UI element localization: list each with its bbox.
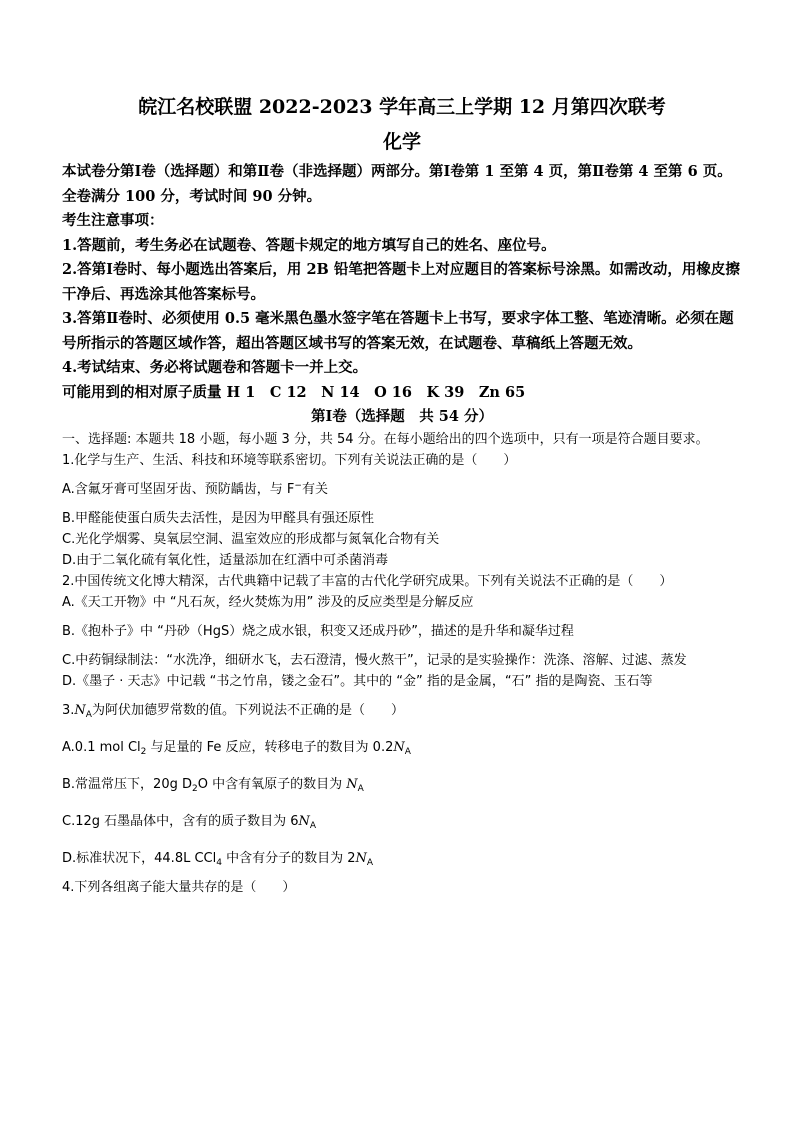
note-item: 1.答题前，考生务必在试题卷、答题卡规定的地方填写自己的姓名、座位号。 bbox=[62, 236, 556, 254]
question-option: C.12g 石墨晶体中，含有的质子数目为 $6N_A$ bbox=[62, 814, 317, 831]
exam-title: 皖江名校联盟 2022-2023 学年高三上学期 12 月第四次联考 bbox=[138, 96, 666, 118]
question-option: A.含氟牙膏可坚固牙齿、预防龋齿，与 F−有关 bbox=[62, 481, 328, 497]
question-option: C.中药铜绿制法：“水洗净，细研水飞，去石澄清，慢火熬干”，记录的是实验操作：洗涤、溶解、过滤、蒸发 bbox=[62, 653, 687, 668]
exam-description: 本试卷分第Ⅰ卷（选择题）和第Ⅱ卷（非选择题）两部分。第Ⅰ卷第 1 至第 4 页，第Ⅱ卷第 4 至第 6 页。全卷满分 100 分，考试时间 90 分钟。 bbox=[62, 163, 732, 205]
question-option: D.标准状况下，44.8L CCl$_4$ 中含有分子的数目为 $2N_A$ bbox=[62, 851, 374, 868]
atomic-masses: 可能用到的相对原子质量 H 1 C 12 N 14 O 16 K 39 Zn 65 bbox=[62, 383, 526, 401]
question-option: B.常温常压下，20g $D_2O$ 中含有氧原子的数目为 $N_A$ bbox=[62, 777, 364, 794]
note-item: 3.答第Ⅱ卷时、必须使用 0.5 毫米黑色墨水签字笔在答题卡上书写，要求字体工整、笔迹清晰。必须在题号所指示的答题区域作答，超出答题区域书写的答案无效，在试题卷、草稿纸上答题无效。 bbox=[62, 310, 734, 352]
exam-page bbox=[62, 92, 742, 898]
section-title: 第Ⅰ卷（选择题 共 54 分） bbox=[310, 408, 494, 425]
question-stem: 4.下列各组离子能大量共存的是（ ） bbox=[62, 880, 296, 895]
question-option: A.0.1 mol $Cl_2$ 与足量的 Fe 反应，转移电子的数目为 $0.2N_A$ bbox=[62, 740, 411, 757]
question-stem: 1.化学与生产、生活、科技和环境等联系密切。下列有关说法正确的是（ ） bbox=[62, 453, 517, 468]
subject-title: 化学 bbox=[382, 131, 421, 153]
note-item: 4.考试结束、务必将试题卷和答题卡一并上交。 bbox=[62, 359, 368, 376]
question-option: D.由于二氧化硫有氧化性，适量添加在红酒中可杀菌消毒 bbox=[62, 553, 389, 568]
question-option: A.《天工开物》中 “凡石灰，经火焚炼为用” 涉及的反应类型是分解反应 bbox=[62, 595, 474, 610]
question-stem: $3.N_A$为阿伏加德罗常数的值。下列说法不正确的是（ ） bbox=[62, 703, 404, 720]
question-option: C.光化学烟雾、臭氧层空洞、温室效应的形成都与氮氧化合物有关 bbox=[62, 532, 440, 547]
question-option: B.《抱朴子》中 “丹砂（HgS）烧之成水银，积变又还成丹砂”，描述的是升华和凝华过程 bbox=[62, 624, 574, 639]
question-stem: 2.中国传统文化博大精深，古代典籍中记载了丰富的古代化学研究成果。下列有关说法不正确的是（ ） bbox=[62, 574, 673, 589]
section-instruction: 一、选择题: 本题共 18 小题，每小题 3 分，共 54 分。在每小题给出的四个选项中，只有一项是符合题目要求。 bbox=[62, 432, 709, 447]
question-option: D.《墨子 · 天志》中记载 “书之竹帛，镂之金石”。其中的 “金” 指的是金属，“石” 指的是陶瓷、玉石等 bbox=[62, 674, 653, 689]
notes-title: 考生注意事项： bbox=[62, 212, 164, 229]
question-option: B.甲醛能使蛋白质失去活性，是因为甲醛具有强还原性 bbox=[62, 511, 375, 526]
note-item: 2.答第Ⅰ卷时、每小题选出答案后，用 2B 铅笔把答题卡上对应题目的答案标号涂黑。如需改动，用橡皮擦干净后、再选涂其他答案标号。 bbox=[62, 261, 740, 303]
